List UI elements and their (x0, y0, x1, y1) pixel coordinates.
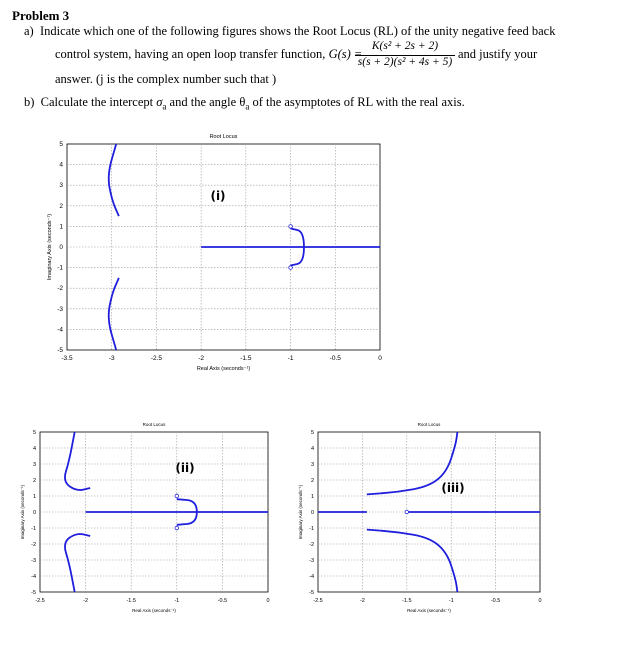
y-tick-label: -5 (57, 347, 63, 354)
root-locus-panel-3 (298, 422, 542, 613)
locus-marker (175, 526, 179, 530)
y-tick-label: -4 (31, 574, 36, 580)
root-locus-panel-2 (20, 422, 270, 613)
x-tick-label: -0.5 (329, 355, 341, 362)
part-b-text-prefix: Calculate the intercept (40, 95, 154, 109)
y-tick-label: 1 (32, 494, 36, 500)
root-locus-panel-1 (47, 134, 382, 372)
x-tick-label: -1 (287, 355, 294, 362)
y-tick-label: -1 (57, 264, 63, 272)
panel-label: (i) (210, 189, 226, 203)
chart-title: Root Locus (142, 422, 166, 427)
y-tick-label: 0 (310, 510, 314, 516)
panel-label: (iii) (441, 481, 465, 495)
y-tick-label: -3 (57, 305, 63, 313)
y-tick-label: 5 (32, 430, 36, 436)
y-tick-label: -1 (309, 526, 314, 532)
sigma-symbol: σ (156, 95, 163, 109)
y-tick-label: 4 (59, 161, 63, 169)
x-tick-label: 0 (378, 355, 382, 362)
x-tick-label: -2.5 (35, 598, 45, 604)
y-tick-label: 3 (59, 182, 63, 190)
part-b-text-suffix: of the asymptotes of RL with the real axis. (252, 95, 465, 109)
y-tick-label: -4 (57, 326, 63, 334)
x-tick-label: -3.5 (61, 355, 73, 362)
y-tick-label: 5 (59, 141, 63, 148)
y-tick-label: -1 (31, 526, 36, 532)
tf-denominator: s(s + 2)(s² + 4s + 5) (357, 56, 453, 68)
x-tick-label: -0.5 (490, 598, 501, 604)
x-axis-label: Real Axis (seconds⁻¹) (196, 366, 251, 372)
x-tick-label: -2.5 (313, 598, 323, 604)
chart-title: Root Locus (417, 422, 441, 427)
chart-title: Root Locus (209, 134, 238, 140)
locus-marker (405, 510, 409, 514)
x-tick-label: -2 (83, 598, 89, 604)
tf-numerator: K(s² + 2s + 2) (371, 40, 439, 52)
y-tick-label: 2 (32, 478, 36, 484)
theta-subscript: a (245, 101, 250, 112)
part-b-label: b) (24, 95, 35, 109)
y-tick-label: 2 (310, 478, 314, 484)
y-tick-label: -4 (309, 574, 314, 580)
y-tick-label: 2 (59, 202, 63, 210)
y-axis-label: Imaginary Axis (seconds⁻¹) (298, 484, 303, 540)
panel-label: (ii) (175, 461, 195, 475)
locus-marker (175, 494, 179, 498)
y-axis-label: Imaginary Axis (seconds⁻¹) (47, 213, 53, 281)
x-tick-label: -2.5 (150, 355, 163, 362)
x-axis-label: Real Axis (seconds⁻¹) (407, 608, 451, 613)
part-a-line2-prefix: control system, having an open loop transfer function, (55, 47, 326, 61)
y-tick-label: 1 (59, 223, 63, 231)
y-tick-label: 5 (310, 430, 314, 436)
theta-symbol: θ (239, 95, 246, 109)
part-a-line3: answer. (j is the complex number such that ) (55, 72, 277, 86)
y-tick-label: 3 (310, 462, 314, 468)
sigma-subscript: a (162, 101, 167, 112)
x-tick-label: -1 (448, 598, 454, 604)
locus-marker (289, 225, 293, 229)
x-tick-label: -3 (108, 355, 115, 362)
y-tick-label: -2 (57, 285, 63, 293)
y-tick-label: 3 (32, 462, 36, 468)
part-a-line2-suffix: and justify your (458, 47, 538, 61)
y-tick-label: 4 (310, 446, 314, 452)
x-axis-label: Real Axis (seconds⁻¹) (132, 608, 176, 613)
x-tick-label: -1.5 (402, 598, 412, 604)
y-tick-label: 0 (59, 244, 63, 251)
x-tick-label: -1.5 (240, 355, 252, 362)
y-tick-label: -2 (309, 542, 314, 548)
part-a-label: a) (24, 24, 34, 38)
y-tick-label: -5 (309, 590, 314, 596)
x-tick-label: -1 (174, 598, 180, 604)
y-tick-label: -5 (31, 590, 36, 596)
y-tick-label: 1 (310, 494, 314, 500)
locus-marker (289, 266, 293, 270)
x-tick-label: -1.5 (126, 598, 136, 604)
y-tick-label: 4 (32, 446, 36, 452)
problem-title: Problem 3 (12, 8, 70, 23)
x-tick-label: -2 (198, 355, 205, 362)
x-tick-label: 0 (266, 598, 270, 604)
part-a-text: Indicate which one of the following figures shows the Root Locus (RL) of the unity negative feed back (39, 24, 556, 38)
x-tick-label: -0.5 (217, 598, 228, 604)
x-tick-label: -2 (359, 598, 365, 604)
gs-lhs: G(s) = (328, 47, 363, 61)
x-tick-label: 0 (538, 598, 542, 604)
y-axis-label: Imaginary Axis (seconds⁻¹) (20, 484, 25, 540)
y-tick-label: -3 (31, 558, 36, 564)
y-tick-label: -3 (309, 558, 314, 564)
part-b-text-mid: and the angle (169, 95, 237, 109)
y-tick-label: -2 (31, 542, 36, 548)
y-tick-label: 0 (32, 510, 36, 516)
